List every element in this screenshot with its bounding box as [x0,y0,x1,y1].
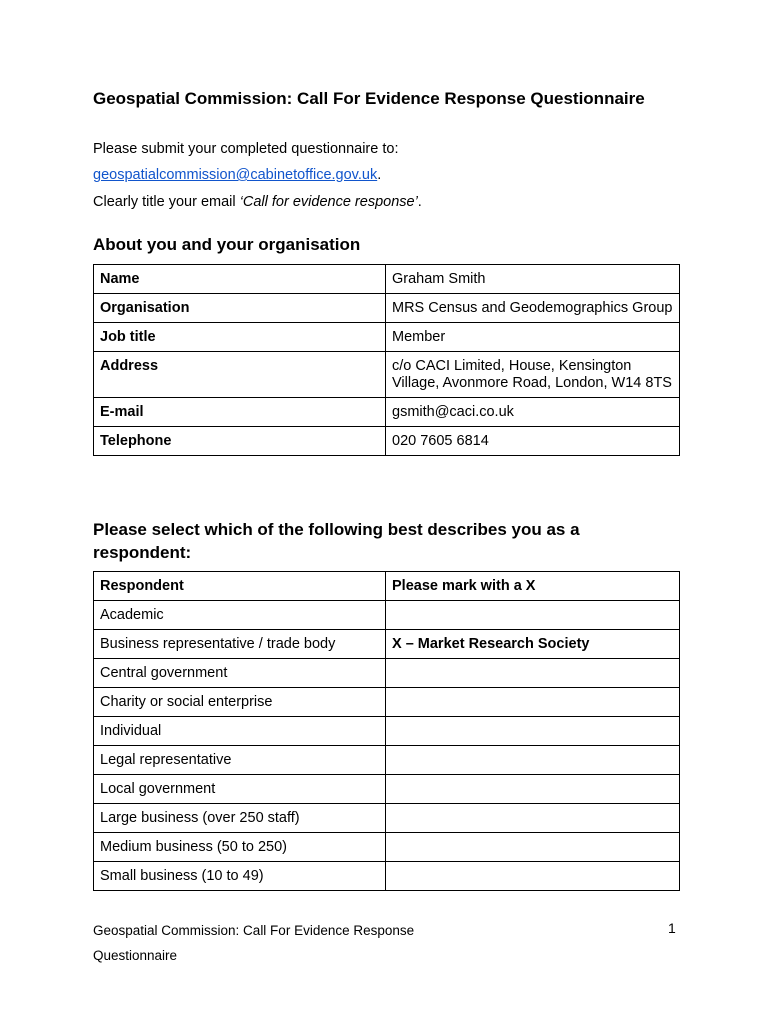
table-row [94,630,680,659]
table-row [94,323,680,352]
table-row [94,804,680,833]
respondent-type: Small business (10 to 49) [94,862,386,891]
table-row [94,746,680,775]
respondent-mark-cell[interactable] [386,775,680,804]
respondent-heading: Please select which of the following best describes you as a respondent: [93,520,580,562]
row-value: Graham Smith [386,265,680,294]
title-instruction-suffix: . [417,194,422,210]
respondent-type: Business representative / trade body [94,630,386,659]
column-header-mark: Please mark with a X [386,572,680,601]
table-row [94,775,680,804]
table-header-row [94,572,680,601]
respondent-type: Individual [94,717,386,746]
page-number: 1 [668,920,676,936]
table-row [94,688,680,717]
table-row [94,294,680,323]
respondent-mark-cell[interactable] [386,833,680,862]
respondent-type: Medium business (50 to 250) [94,833,386,862]
row-value: c/o CACI Limited, House, Kensington Village, Avonmore Road, London, W14 8TS [386,352,680,398]
respondent-mark-cell[interactable] [386,717,680,746]
title-instruction-prefix: Clearly title your email [93,194,240,210]
table-row [94,601,680,630]
email-link[interactable]: geospatialcommission@cabinetoffice.gov.uk [93,167,378,183]
table-row [94,659,680,688]
respondent-mark-cell[interactable] [386,804,680,833]
title-instruction-quote: ‘Call for evidence response’ [239,194,418,210]
table-row [94,833,680,862]
email-link-suffix: . [377,167,382,183]
document-title: Geospatial Commission: Call For Evidence Response Questionnaire [93,89,645,108]
row-label: Address [94,352,386,398]
row-value: 020 7605 6814 [386,427,680,456]
row-label: Job title [94,323,386,352]
row-label: Telephone [94,427,386,456]
respondent-mark-cell[interactable] [386,862,680,891]
respondent-type: Academic [94,601,386,630]
respondent-type: Legal representative [94,746,386,775]
about-table [93,264,680,456]
respondent-mark-cell[interactable] [386,746,680,775]
table-row [94,427,680,456]
page-footer: Geospatial Commission: Call For Evidence Response Questionnaire [93,923,415,963]
submit-instruction: Please submit your completed questionnaire to: [93,141,399,157]
row-value: gsmith@caci.co.uk [386,398,680,427]
row-value: Member [386,323,680,352]
row-label: Name [94,265,386,294]
respondent-table [93,571,680,891]
respondent-mark-cell[interactable] [386,659,680,688]
respondent-type: Central government [94,659,386,688]
table-row [94,265,680,294]
row-label: E-mail [94,398,386,427]
respondent-type: Large business (over 250 staff) [94,804,386,833]
table-row [94,352,680,398]
table-row [94,398,680,427]
respondent-mark-cell[interactable]: X – Market Research Society [386,630,680,659]
table-row [94,717,680,746]
respondent-mark-cell[interactable] [386,601,680,630]
title-instruction [93,193,422,211]
email-line [93,166,381,184]
column-header-respondent: Respondent [94,572,386,601]
respondent-mark-cell[interactable] [386,688,680,717]
row-value: MRS Census and Geodemographics Group [386,294,680,323]
respondent-type: Local government [94,775,386,804]
respondent-type: Charity or social enterprise [94,688,386,717]
about-heading: About you and your organisation [93,235,361,254]
table-row [94,862,680,891]
row-label: Organisation [94,294,386,323]
